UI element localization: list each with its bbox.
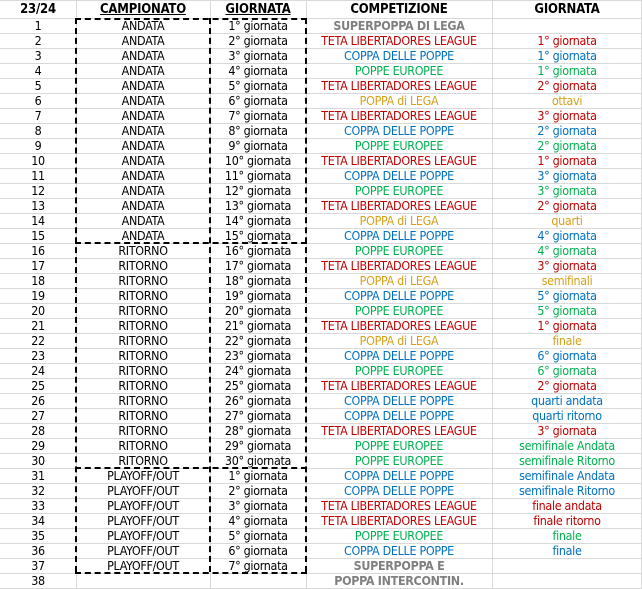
competizione-cell[interactable]: COPPA DELLE POPPE <box>344 543 454 558</box>
competizione-cell[interactable]: COPPA DELLE POPPE <box>344 408 454 423</box>
campionato-cell[interactable]: RITORNO <box>118 348 168 363</box>
row-number[interactable]: 25 <box>31 378 45 393</box>
giornata-competizione-cell[interactable]: 6° giornata <box>537 348 597 363</box>
selection-border-horizontal <box>75 242 307 244</box>
row-number[interactable]: 17 <box>31 258 45 273</box>
row-number[interactable]: 29 <box>31 438 45 453</box>
row-number[interactable]: 32 <box>31 483 45 498</box>
campionato-cell[interactable]: RITORNO <box>118 258 168 273</box>
competizione-cell[interactable]: POPPA di LEGA <box>359 273 439 288</box>
row-number[interactable]: 26 <box>31 393 45 408</box>
row-number[interactable]: 5 <box>34 78 42 93</box>
competizione-cell[interactable]: POPPE EUROPEE <box>354 363 444 378</box>
campionato-cell[interactable]: PLAYOFF/OUT <box>107 483 179 498</box>
giornata-cell[interactable]: 17° giornata <box>224 258 292 273</box>
giornata-competizione-cell[interactable]: 5° giornata <box>537 303 597 318</box>
giornata-cell[interactable]: 16° giornata <box>224 243 292 258</box>
row-number[interactable]: 8 <box>34 123 42 138</box>
row-number[interactable]: 13 <box>31 198 45 213</box>
giornata-cell[interactable]: 29° giornata <box>224 438 292 453</box>
competizione-cell[interactable]: COPPA DELLE POPPE <box>344 228 454 243</box>
giornata-competizione-cell[interactable]: 3° giornata <box>537 168 597 183</box>
campionato-cell[interactable]: RITORNO <box>118 303 168 318</box>
campionato-cell[interactable]: RITORNO <box>118 438 168 453</box>
giornata-cell[interactable] <box>210 573 306 588</box>
giornata-cell[interactable]: 22° giornata <box>224 333 292 348</box>
giornata-cell[interactable]: 13° giornata <box>224 198 292 213</box>
giornata-cell[interactable]: 23° giornata <box>224 348 292 363</box>
giornata-cell[interactable]: 7° giornata <box>228 558 288 573</box>
giornata-competizione-cell[interactable]: semifinale Andata <box>519 438 615 453</box>
giornata-competizione-cell[interactable]: finale andata <box>532 498 602 513</box>
giornata-competizione-cell[interactable]: semifinale Ritorno <box>519 483 615 498</box>
competizione-cell[interactable]: POPPE EUROPEE <box>354 183 444 198</box>
giornata-competizione-cell[interactable]: 2° giornata <box>537 378 597 393</box>
giornata-competizione-cell[interactable]: semifinale Andata <box>519 468 615 483</box>
campionato-cell[interactable]: RITORNO <box>118 288 168 303</box>
competizione-cell[interactable]: SUPERPOPPA E <box>353 558 445 573</box>
giornata-competizione-cell[interactable]: quarti ritorno <box>532 408 602 423</box>
row-number[interactable]: 16 <box>31 243 45 258</box>
giornata-cell[interactable]: 21° giornata <box>224 318 292 333</box>
giornata-cell[interactable]: 9° giornata <box>228 138 288 153</box>
giornata-competizione-cell[interactable]: finale <box>552 333 582 348</box>
giornata-competizione-cell[interactable]: finale ritorno <box>533 513 601 528</box>
row-number[interactable]: 9 <box>34 138 42 153</box>
header-giornata-competizione[interactable]: GIORNATA <box>534 1 600 17</box>
giornata-cell[interactable]: 14° giornata <box>224 213 292 228</box>
giornata-cell[interactable]: 2° giornata <box>228 483 288 498</box>
competizione-cell[interactable]: COPPA DELLE POPPE <box>344 288 454 303</box>
competizione-cell[interactable]: POPPA di LEGA <box>359 93 439 108</box>
giornata-competizione-cell[interactable] <box>492 558 642 573</box>
giornata-cell[interactable]: 1° giornata <box>228 18 288 33</box>
competizione-cell[interactable]: TETA LIBERTADORES LEAGUE <box>321 108 477 123</box>
giornata-cell[interactable]: 19° giornata <box>224 288 292 303</box>
giornata-cell[interactable]: 1° giornata <box>228 468 288 483</box>
giornata-cell[interactable]: 5° giornata <box>228 78 288 93</box>
campionato-cell[interactable]: ANDATA <box>121 228 165 243</box>
competizione-cell[interactable]: COPPA DELLE POPPE <box>344 483 454 498</box>
giornata-cell[interactable]: 6° giornata <box>228 93 288 108</box>
giornata-cell[interactable]: 18° giornata <box>224 273 292 288</box>
campionato-cell[interactable]: ANDATA <box>121 108 165 123</box>
campionato-cell[interactable]: RITORNO <box>118 273 168 288</box>
giornata-cell[interactable]: 4° giornata <box>228 63 288 78</box>
row-number[interactable]: 14 <box>31 213 45 228</box>
row-number[interactable]: 37 <box>31 558 45 573</box>
competizione-cell[interactable]: TETA LIBERTADORES LEAGUE <box>321 498 477 513</box>
campionato-cell[interactable]: PLAYOFF/OUT <box>107 528 179 543</box>
giornata-competizione-cell[interactable]: 3° giornata <box>537 108 597 123</box>
selection-border-vertical <box>209 18 211 572</box>
competizione-cell[interactable]: POPPE EUROPEE <box>354 528 444 543</box>
giornata-cell[interactable]: 25° giornata <box>224 378 292 393</box>
giornata-cell[interactable]: 4° giornata <box>228 513 288 528</box>
campionato-cell[interactable]: ANDATA <box>121 183 165 198</box>
row-number[interactable]: 33 <box>31 498 45 513</box>
giornata-cell[interactable]: 27° giornata <box>224 408 292 423</box>
campionato-cell[interactable]: RITORNO <box>118 393 168 408</box>
giornata-competizione-cell[interactable]: 2° giornata <box>537 78 597 93</box>
campionato-cell[interactable] <box>76 573 210 588</box>
giornata-cell[interactable]: 15° giornata <box>224 228 292 243</box>
competizione-cell[interactable]: POPPA di LEGA <box>359 333 439 348</box>
campionato-cell[interactable]: ANDATA <box>121 63 165 78</box>
giornata-competizione-cell[interactable]: 4° giornata <box>537 228 597 243</box>
competizione-cell[interactable]: COPPA DELLE POPPE <box>344 393 454 408</box>
row-number[interactable]: 28 <box>31 423 45 438</box>
giornata-competizione-cell[interactable] <box>492 18 642 33</box>
campionato-cell[interactable]: PLAYOFF/OUT <box>107 558 179 573</box>
giornata-competizione-cell[interactable]: 1° giornata <box>537 63 597 78</box>
row-number[interactable]: 27 <box>31 408 45 423</box>
giornata-competizione-cell[interactable] <box>492 573 642 588</box>
row-number[interactable]: 15 <box>31 228 45 243</box>
competizione-cell[interactable]: TETA LIBERTADORES LEAGUE <box>321 318 477 333</box>
giornata-competizione-cell[interactable]: semifinale Ritorno <box>519 453 615 468</box>
giornata-competizione-cell[interactable]: 2° giornata <box>537 198 597 213</box>
giornata-competizione-cell[interactable]: semifinali <box>541 273 593 288</box>
row-number[interactable]: 20 <box>31 303 45 318</box>
giornata-cell[interactable]: 3° giornata <box>228 48 288 63</box>
competizione-cell[interactable]: SUPERPOPPA DI LEGA <box>333 18 465 33</box>
competizione-cell[interactable]: COPPA DELLE POPPE <box>344 123 454 138</box>
row-number[interactable]: 10 <box>31 153 45 168</box>
giornata-competizione-cell[interactable]: 3° giornata <box>537 423 597 438</box>
giornata-competizione-cell[interactable]: finale <box>552 528 582 543</box>
row-number[interactable]: 34 <box>31 513 45 528</box>
selection-border-horizontal <box>75 18 307 20</box>
row-number[interactable]: 22 <box>31 333 45 348</box>
campionato-cell[interactable]: PLAYOFF/OUT <box>107 468 179 483</box>
row-number[interactable]: 7 <box>34 108 42 123</box>
row-number[interactable]: 12 <box>31 183 45 198</box>
header-season[interactable]: 23/24 <box>20 1 56 17</box>
row-number[interactable]: 24 <box>31 363 45 378</box>
row-number[interactable]: 35 <box>31 528 45 543</box>
selection-border-horizontal <box>75 467 307 469</box>
competizione-cell[interactable]: TETA LIBERTADORES LEAGUE <box>321 78 477 93</box>
competizione-cell[interactable]: TETA LIBERTADORES LEAGUE <box>321 153 477 168</box>
competizione-cell[interactable]: POPPE EUROPEE <box>354 138 444 153</box>
campionato-cell[interactable]: RITORNO <box>118 333 168 348</box>
competizione-cell[interactable]: TETA LIBERTADORES LEAGUE <box>321 33 477 48</box>
competizione-cell[interactable]: TETA LIBERTADORES LEAGUE <box>321 378 477 393</box>
selection-border-vertical <box>75 18 77 572</box>
giornata-cell[interactable]: 6° giornata <box>228 543 288 558</box>
giornata-competizione-cell[interactable]: 1° giornata <box>537 318 597 333</box>
row-number[interactable]: 31 <box>31 468 45 483</box>
competizione-cell[interactable]: COPPA DELLE POPPE <box>344 348 454 363</box>
row-number[interactable]: 38 <box>31 573 45 588</box>
giornata-competizione-cell[interactable]: 5° giornata <box>537 288 597 303</box>
giornata-competizione-cell[interactable]: 4° giornata <box>537 243 597 258</box>
giornata-cell[interactable]: 7° giornata <box>228 108 288 123</box>
competizione-cell[interactable]: POPPE EUROPEE <box>354 243 444 258</box>
campionato-cell[interactable]: ANDATA <box>121 153 165 168</box>
selection-border-horizontal <box>75 572 307 574</box>
giornata-cell[interactable]: 12° giornata <box>224 183 292 198</box>
campionato-cell[interactable]: RITORNO <box>118 243 168 258</box>
selection-border-vertical <box>305 18 307 572</box>
competizione-cell[interactable]: TETA LIBERTADORES LEAGUE <box>321 258 477 273</box>
campionato-cell[interactable]: ANDATA <box>121 78 165 93</box>
giornata-cell[interactable]: 24° giornata <box>224 363 292 378</box>
row-number[interactable]: 2 <box>34 33 42 48</box>
competizione-cell[interactable]: POPPA INTERCONTIN. <box>334 573 464 588</box>
row-number[interactable]: 11 <box>31 168 45 183</box>
campionato-cell[interactable]: ANDATA <box>121 213 165 228</box>
giornata-competizione-cell[interactable]: quarti <box>551 213 583 228</box>
giornata-cell[interactable]: 30° giornata <box>224 453 292 468</box>
row-number[interactable]: 21 <box>31 318 45 333</box>
competizione-cell[interactable]: POPPA di LEGA <box>359 213 439 228</box>
campionato-cell[interactable]: RITORNO <box>118 378 168 393</box>
competizione-cell[interactable]: POPPE EUROPEE <box>354 63 444 78</box>
gridline-horizontal <box>0 0 642 1</box>
giornata-cell[interactable]: 8° giornata <box>228 123 288 138</box>
giornata-competizione-cell[interactable]: ottavi <box>551 93 583 108</box>
campionato-cell[interactable]: RITORNO <box>118 318 168 333</box>
campionato-cell[interactable]: ANDATA <box>121 138 165 153</box>
competizione-cell[interactable]: COPPA DELLE POPPE <box>344 168 454 183</box>
row-number[interactable]: 30 <box>31 453 45 468</box>
header-competizione[interactable]: COMPETIZIONE <box>350 1 448 17</box>
giornata-cell[interactable]: 10° giornata <box>224 153 292 168</box>
competizione-cell[interactable]: POPPE EUROPEE <box>354 453 444 468</box>
competizione-cell[interactable]: POPPE EUROPEE <box>354 303 444 318</box>
giornata-competizione-cell[interactable]: finale <box>552 543 582 558</box>
competizione-cell[interactable]: COPPA DELLE POPPE <box>344 48 454 63</box>
campionato-cell[interactable]: PLAYOFF/OUT <box>107 513 179 528</box>
row-number[interactable]: 1 <box>34 18 42 33</box>
giornata-cell[interactable]: 2° giornata <box>228 33 288 48</box>
campionato-cell[interactable]: PLAYOFF/OUT <box>107 498 179 513</box>
giornata-competizione-cell[interactable]: 1° giornata <box>537 48 597 63</box>
competizione-cell[interactable]: COPPA DELLE POPPE <box>344 468 454 483</box>
campionato-cell[interactable]: ANDATA <box>121 93 165 108</box>
giornata-competizione-cell[interactable]: 3° giornata <box>537 258 597 273</box>
campionato-cell[interactable]: RITORNO <box>118 423 168 438</box>
giornata-cell[interactable]: 3° giornata <box>228 498 288 513</box>
campionato-cell[interactable]: ANDATA <box>121 33 165 48</box>
campionato-cell[interactable]: PLAYOFF/OUT <box>107 543 179 558</box>
row-number[interactable]: 36 <box>31 543 45 558</box>
competizione-cell[interactable]: TETA LIBERTADORES LEAGUE <box>321 513 477 528</box>
competizione-cell[interactable]: POPPE EUROPEE <box>354 438 444 453</box>
giornata-competizione-cell[interactable]: quarti andata <box>531 393 603 408</box>
competizione-cell[interactable]: TETA LIBERTADORES LEAGUE <box>321 198 477 213</box>
header-campionato[interactable]: CAMPIONATO <box>100 1 186 17</box>
competizione-cell[interactable]: TETA LIBERTADORES LEAGUE <box>321 423 477 438</box>
row-number[interactable]: 6 <box>34 93 42 108</box>
campionato-cell[interactable]: ANDATA <box>121 198 165 213</box>
campionato-cell[interactable]: RITORNO <box>118 363 168 378</box>
giornata-cell[interactable]: 28° giornata <box>224 423 292 438</box>
giornata-competizione-cell[interactable]: 1° giornata <box>537 153 597 168</box>
giornata-cell[interactable]: 5° giornata <box>228 528 288 543</box>
giornata-competizione-cell[interactable]: 3° giornata <box>537 183 597 198</box>
giornata-competizione-cell[interactable]: 2° giornata <box>537 138 597 153</box>
row-number[interactable]: 23 <box>31 348 45 363</box>
row-number[interactable]: 4 <box>34 63 42 78</box>
giornata-competizione-cell[interactable]: 1° giornata <box>537 33 597 48</box>
campionato-cell[interactable]: ANDATA <box>121 123 165 138</box>
row-number[interactable]: 18 <box>31 273 45 288</box>
campionato-cell[interactable]: ANDATA <box>121 168 165 183</box>
giornata-cell[interactable]: 11° giornata <box>224 168 292 183</box>
giornata-cell[interactable]: 20° giornata <box>224 303 292 318</box>
row-number[interactable]: 3 <box>34 48 42 63</box>
row-number[interactable]: 19 <box>31 288 45 303</box>
giornata-competizione-cell[interactable]: 6° giornata <box>537 363 597 378</box>
giornata-cell[interactable]: 26° giornata <box>224 393 292 408</box>
campionato-cell[interactable]: ANDATA <box>121 48 165 63</box>
campionato-cell[interactable]: RITORNO <box>118 408 168 423</box>
campionato-cell[interactable]: ANDATA <box>121 18 165 33</box>
campionato-cell[interactable]: RITORNO <box>118 453 168 468</box>
giornata-competizione-cell[interactable]: 2° giornata <box>537 123 597 138</box>
header-giornata[interactable]: GIORNATA <box>225 1 291 17</box>
